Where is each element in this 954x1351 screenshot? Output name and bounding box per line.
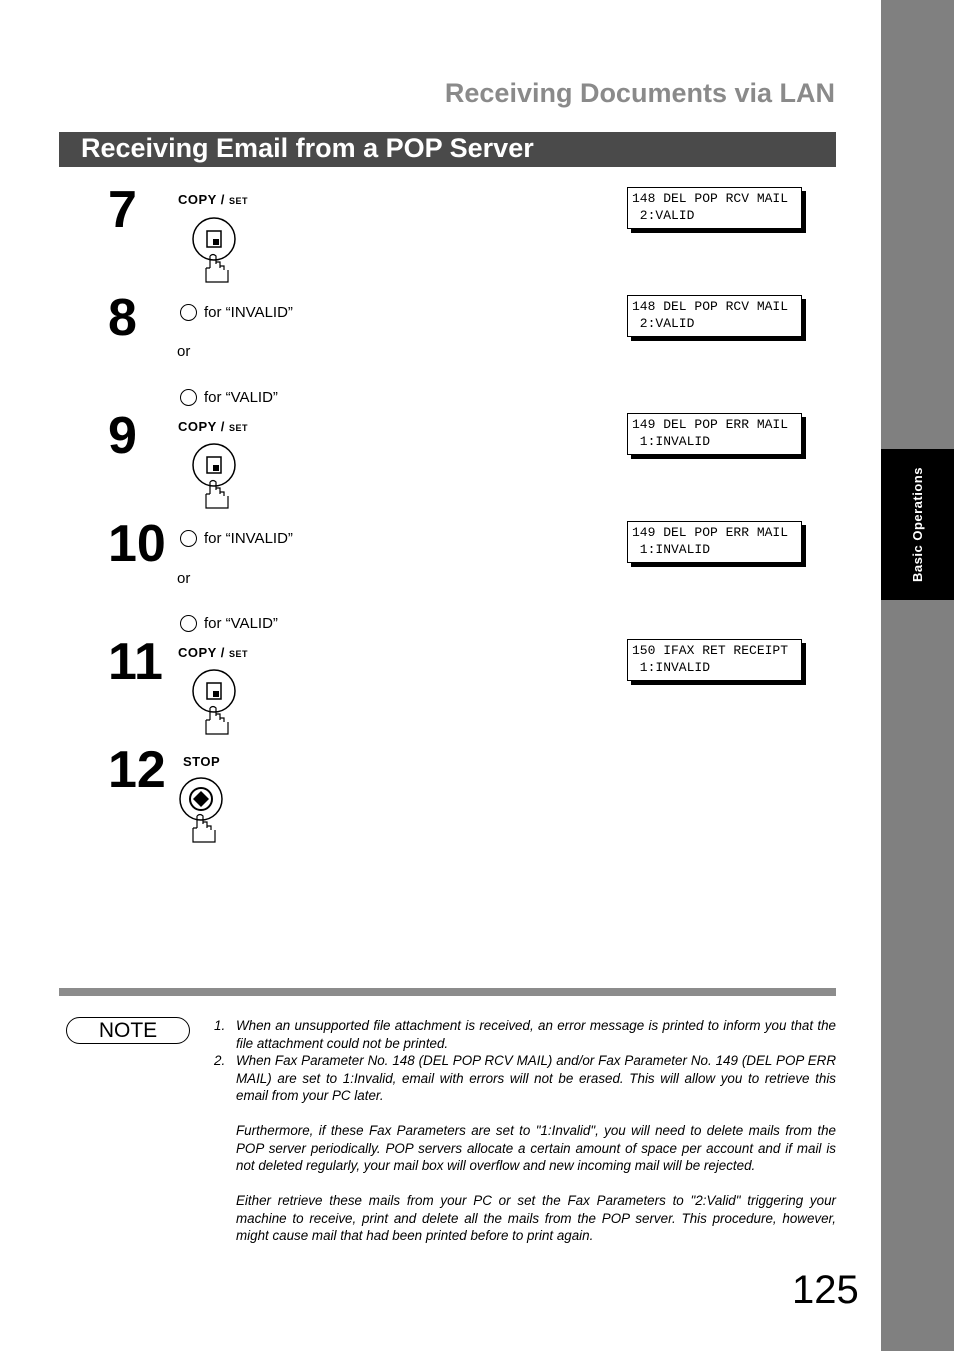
- key-label-main: COPY /: [178, 192, 225, 207]
- key-label-small: SET: [228, 649, 248, 659]
- stop-key-label: STOP: [183, 754, 221, 769]
- key-label-main: COPY /: [178, 645, 225, 660]
- copy-set-key-icon: [188, 438, 240, 512]
- side-tab-label-wrap: [881, 449, 954, 600]
- chapter-title: Receiving Documents via LAN: [444, 78, 835, 108]
- lcd-display: 148 DEL POP RCV MAIL 2:VALID: [627, 295, 802, 337]
- note-list: [214, 1017, 836, 1245]
- option-valid: [180, 615, 278, 632]
- copy-set-key-icon: [188, 664, 240, 738]
- section-divider: [59, 988, 836, 996]
- copy-set-key-label: [178, 192, 248, 207]
- step-number: 12: [108, 741, 166, 799]
- lcd-display: 149 DEL POP ERR MAIL 1:INVALID: [627, 521, 802, 563]
- copy-set-key-label: [178, 645, 248, 660]
- option-label: for “VALID”: [204, 389, 278, 406]
- key-button-icon: [180, 530, 197, 547]
- note-text: When an unsupported file attachment is received, an error message is printed to inform you that the file attachment could not be printed.: [236, 1018, 836, 1051]
- note-paragraph: Either retrieve these mails from your PC or set the Fax Parameters to "2:Valid" triggering your machine to receive, print and delete all the mails from the POP server. This procedure, however, might cause mail that had been printed before to print again.: [236, 1193, 836, 1243]
- step-number: 10: [108, 515, 166, 573]
- note-number: 2.: [214, 1053, 226, 1068]
- key-label-small: SET: [228, 423, 248, 433]
- copy-set-key-label: [178, 419, 248, 434]
- option-label: for “INVALID”: [204, 304, 293, 321]
- note-paragraph: Furthermore, if these Fax Parameters are set to "1:Invalid", you will need to delete mails from the POP server periodically. POP servers allocate a certain amount of space per account and if mail is not deleted regularly, your mail box will overflow and new incoming mail will be rejected.: [236, 1123, 836, 1173]
- note-number: 1.: [214, 1018, 226, 1033]
- key-button-icon: [180, 615, 197, 632]
- option-label: for “VALID”: [204, 615, 278, 632]
- note-text: When Fax Parameter No. 148 (DEL POP RCV MAIL) and/or Fax Parameter No. 149 (DEL POP ERR MAIL) are set to 1:Invalid, email with errors will not be erased. This will allow you to retrieve this email from your PC later.: [236, 1053, 836, 1103]
- step-number: 8: [108, 289, 137, 347]
- lcd-display: 148 DEL POP RCV MAIL 2:VALID: [627, 187, 802, 229]
- note-item: [214, 1017, 836, 1052]
- key-button-icon: [180, 389, 197, 406]
- copy-set-key-icon: [188, 212, 240, 286]
- option-invalid: [180, 530, 293, 547]
- note-badge: NOTE: [66, 1017, 190, 1044]
- side-tab-label: Basic Operations: [910, 467, 925, 582]
- step-number: 9: [108, 407, 137, 465]
- stop-key-icon: [177, 774, 229, 846]
- page-number: 125: [792, 1268, 859, 1312]
- option-label: for “INVALID”: [204, 530, 293, 547]
- side-bar: [881, 0, 954, 1351]
- option-invalid: [180, 304, 293, 321]
- or-text: or: [177, 343, 191, 360]
- note-item: [214, 1052, 836, 1105]
- key-label-main: COPY /: [178, 419, 225, 434]
- or-text: or: [177, 570, 191, 587]
- key-button-icon: [180, 304, 197, 321]
- lcd-display: 149 DEL POP ERR MAIL 1:INVALID: [627, 413, 802, 455]
- step-number: 7: [108, 181, 137, 239]
- step-number: 11: [108, 633, 163, 691]
- section-title: Receiving Email from a POP Server: [81, 133, 534, 163]
- option-valid: [180, 389, 278, 406]
- key-label-small: SET: [228, 196, 248, 206]
- lcd-display: 150 IFAX RET RECEIPT 1:INVALID: [627, 639, 802, 681]
